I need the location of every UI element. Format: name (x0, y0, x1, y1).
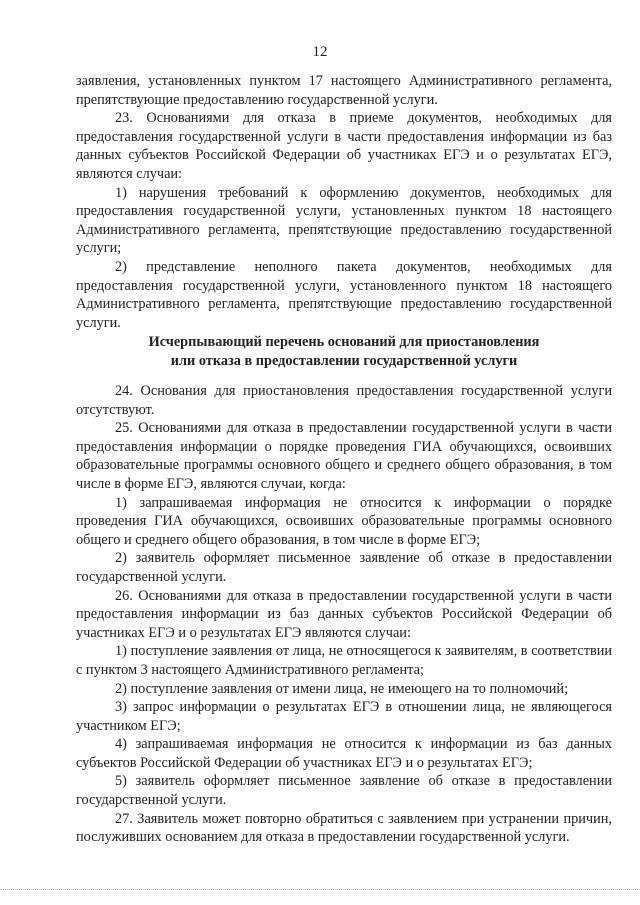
list-item-25-1: 1) запрашиваемая информация не относится к информации о порядке проведения ГИА обучающихся, освоивших образовательные программы основного общего и среднего общего образования, в том числе в форме ЕГЭ; (76, 494, 612, 548)
paragraph-25: 25. Основаниями для отказа в предоставлении государственной услуги в части предоставления информации о порядке проведения ГИА обучающихся, освоивших образовательные программы основного общего и среднего общего образования, в том числе в форме ЕГЭ, являются случаи, когда: (76, 420, 612, 492)
list-item-26-4: 4) запрашиваемая информация не относится к информации из баз данных субъектов Российской Федерации об участниках ЕГЭ и о результатах ЕГЭ; (76, 736, 612, 771)
page-number: 12 (312, 44, 328, 60)
list-item-23-1: 1) нарушения требований к оформлению документов, необходимых для предоставления государственной услуги, установленных пунктом 18 настоящего Административного регламента, препятствующие предоставлению государственной услуги; (76, 184, 612, 257)
paragraph-24: 24. Основания для приостановления предоставления государственной услуги отсутствуют. (76, 383, 612, 418)
paragraph-continuation: заявления, установленных пунктом 17 настоящего Административного регламента, препятствующие предоставлению государственной услуги. (76, 73, 612, 108)
paragraph-23: 23. Основаниями для отказа в приеме документов, необходимых для предоставления государственной услуги в части предоставления информации из баз данных субъектов Российской Федерации об участниках ЕГЭ и о результатах ЕГЭ, являются случаи: (76, 110, 612, 182)
heading-line-2: или отказа в предоставлении государственной услуги (170, 352, 518, 369)
list-item-26-3: 3) запрос информации о результатах ЕГЭ в отношении лица, не являющегося участником ЕГЭ; (76, 699, 612, 734)
section-heading (76, 333, 612, 370)
list-item-26-5: 5) заявитель оформляет письменное заявление об отказе в предоставлении государственной услуги. (76, 773, 612, 809)
body-block-top (76, 72, 612, 332)
paragraph-27: 27. Заявитель может повторно обратиться с заявлением при устранении причин, послуживших основанием для отказа в предоставлении государственной услуги. (76, 810, 612, 846)
scan-edge-divider (0, 889, 640, 890)
list-item-26-2: 2) поступление заявления от имени лица, не имеющего на то полномочий; (115, 680, 569, 697)
list-item-25-2: 2) заявитель оформляет письменное заявление об отказе в предоставлении государственной услуги. (76, 550, 612, 585)
heading-line-1: Исчерпывающий перечень оснований для приостановления (148, 334, 540, 350)
body-block-bottom (76, 382, 612, 847)
paragraph-26: 26. Основаниями для отказа в предоставлении государственной услуги в части предоставления информации из баз данных субъектов Российской Федерации об участниках ЕГЭ и о результатах ЕГЭ являются случаи: (76, 587, 612, 641)
list-item-23-2: 2) представление неполного пакета документов, необходимых для предоставления государственной услуги, установленного пунктом 18 настоящего Административного регламента, препятствующие предоставлению государственной услуги. (76, 258, 612, 331)
list-item-26-1: 1) поступление заявления от лица, не относящегося к заявителям, в соответствии с пунктом 3 настоящего Административного регламента; (76, 643, 612, 678)
